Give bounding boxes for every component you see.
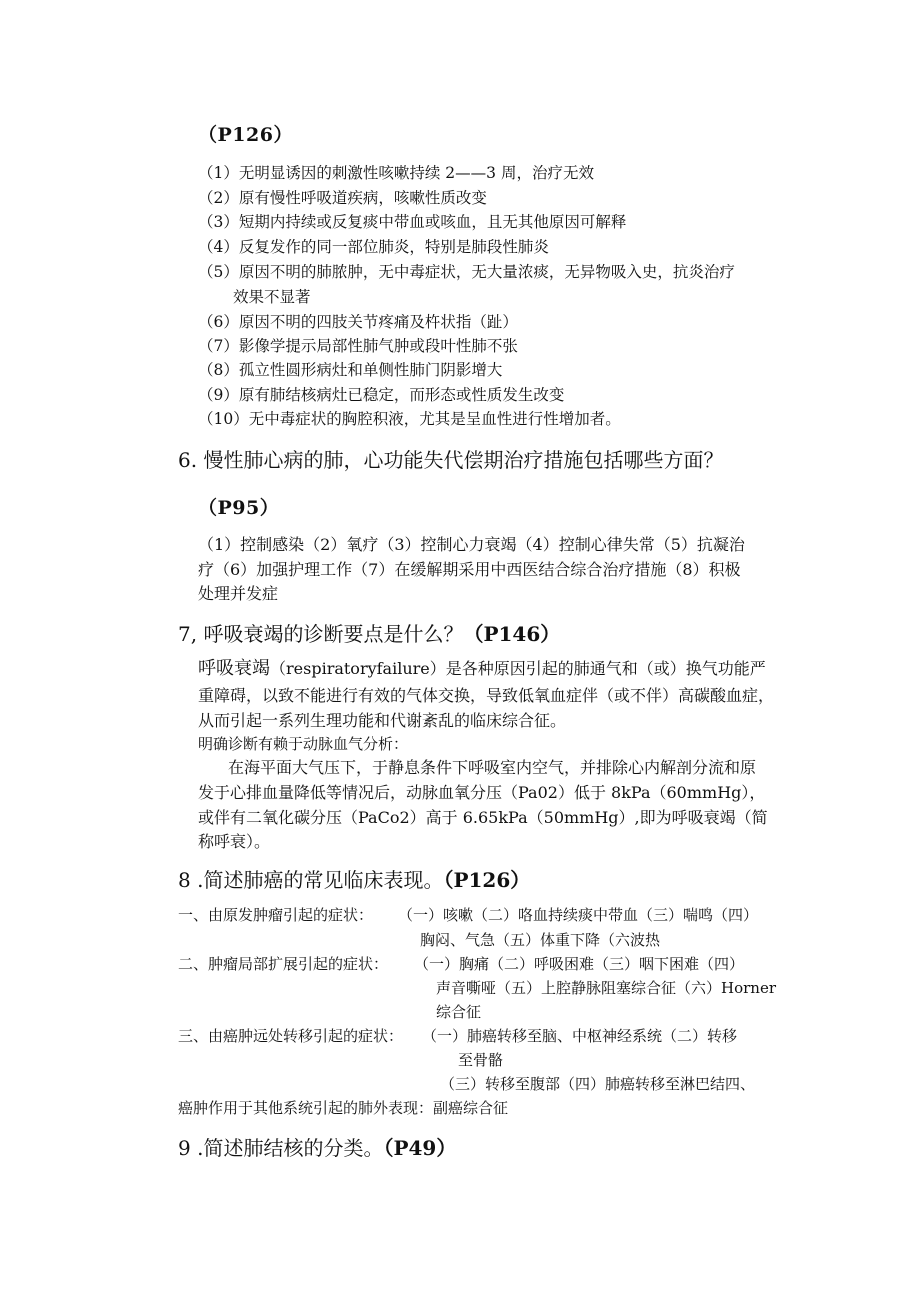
q7-page-ref: （P146） <box>463 622 561 646</box>
s5-item-1: （1）无明显诱因的刺激性咳嗽持续 2——3 周，治疗无效 <box>198 164 594 182</box>
q7-def-line-1 <box>198 656 766 681</box>
q8-group-1-label: 一、由原发肿瘤引起的症状： <box>178 906 374 924</box>
q7-def-line-2: 重障碍，以致不能进行有效的气体交换，导致低氧血症伴（或不伴）高碳酸血症， <box>198 686 775 705</box>
s5-item-2: （2）原有慢性呼吸道疾病，咳嗽性质改变 <box>198 189 487 207</box>
s5-item-3: （3）短期内持续或反复痰中带血或咳血，且无其他原因可解释 <box>198 213 627 231</box>
q8-title: 8 .简述肺癌的常见临床表现。 <box>178 868 444 892</box>
q8-heading <box>178 864 530 893</box>
s5-item-5: （5）原因不明的肺脓肿，无中毒症状，无大量浓痰，无异物吸入史，抗炎治疗 <box>198 263 735 281</box>
q7-crit-line-2: 发于心排血量降低等情况后，动脉血氧分压（Pa02）低于 8kPa（60mmHg）， <box>198 783 766 802</box>
q7-def-line-3: 从而引起一系列生理功能和代谢紊乱的临床综合征。 <box>198 711 567 730</box>
s5-item-5-cont: 效果不显著 <box>233 288 311 306</box>
q8-group-1-line-1: （一）咳嗽（二）咯血持续痰中带血（三）喘鸣（四） <box>398 906 759 924</box>
q6-line-1: （1）控制感染（2）氧疗（3）控制心力衰竭（4）控制心律失常（5）抗凝治 <box>198 535 745 554</box>
q9-page-ref: （P49） <box>383 1136 457 1160</box>
q8-tail: 癌肿作用于其他系统引起的肺外表现：副癌综合征 <box>178 1099 509 1117</box>
s5-item-7: （7）影像学提示局部性肺气肿或段叶性肺不张 <box>198 337 518 355</box>
q6-line-2: 疗（6）加强护理工作（7）在缓解期采用中西医结合综合治疗措施（8）积极 <box>198 560 741 579</box>
s5-item-4: （4）反复发作的同一部位肺炎，特别是肺段性肺炎 <box>198 238 549 256</box>
q8-group-3-line-1: （一）肺癌转移至脑、中枢神经系统（二）转移 <box>422 1027 738 1045</box>
q6-heading: 6. 慢性肺心病的肺，心功能失代偿期治疗措施包括哪些方面？ <box>178 448 724 472</box>
q7-crit-line-4: 称呼衰）。 <box>198 832 271 851</box>
q7-def-text-1: （respiratoryfailure）是各种原因引起的肺通气和（或）换气功能严 <box>270 659 766 678</box>
s5-page-ref: （P126） <box>198 124 293 146</box>
q7-title: 7, 呼吸衰竭的诊断要点是什么？ <box>178 622 464 646</box>
s5-item-10: （10）无中毒症状的胸腔积液，尤其是呈血性进行性增加者。 <box>198 410 621 428</box>
q8-group-3-label: 三、由癌肿远处转移引起的症状： <box>178 1027 404 1045</box>
q7-crit-line-1: 在海平面大气压下，于静息条件下呼吸室内空气，并排除心内解剖分流和原 <box>228 758 757 777</box>
q7-crit-line-3: 或伴有二氧化碳分压（PaCo2）高于 6.65kPa（50mmHg）,即为呼吸衰竭（简 <box>198 808 768 827</box>
q8-group-2-line-1: （一）胸痛（二）呼吸困难（三）咽下困难（四） <box>414 955 745 973</box>
q8-group-3-line-3: （三）转移至腹部（四）肺癌转移至淋巴结四、 <box>440 1075 756 1093</box>
q7-note: 明确诊断有赖于动脉血气分析： <box>198 735 409 753</box>
q8-group-3-line-2: 至骨骼 <box>458 1051 504 1069</box>
q6-page-ref: （P95） <box>198 497 280 519</box>
q9-heading <box>178 1132 456 1161</box>
s5-item-6: （6）原因不明的四肢关节疼痛及杵状指（趾） <box>198 313 518 331</box>
q9-title: 9 .简述肺结核的分类。 <box>178 1136 384 1160</box>
q8-group-2-label: 二、肿瘤局部扩展引起的症状： <box>178 955 389 973</box>
q8-group-1-line-2: 胸闷、气急（五）体重下降（六波热 <box>420 931 661 949</box>
q8-page-ref: （P126） <box>443 868 531 892</box>
s5-item-8: （8）孤立性圆形病灶和单侧性肺门阴影增大 <box>198 361 503 379</box>
q8-group-2-line-3: 综合征 <box>436 1003 482 1021</box>
s5-item-9: （9）原有肺结核病灶已稳定，而形态或性质发生改变 <box>198 386 565 404</box>
q6-line-3: 处理并发症 <box>198 584 279 603</box>
q7-lead-term: 呼吸衰竭 <box>198 658 270 679</box>
q8-group-2-line-2: 声音嘶哑（五）上腔静脉阻塞综合征（六）Horner <box>436 979 776 997</box>
q7-heading <box>178 618 560 647</box>
